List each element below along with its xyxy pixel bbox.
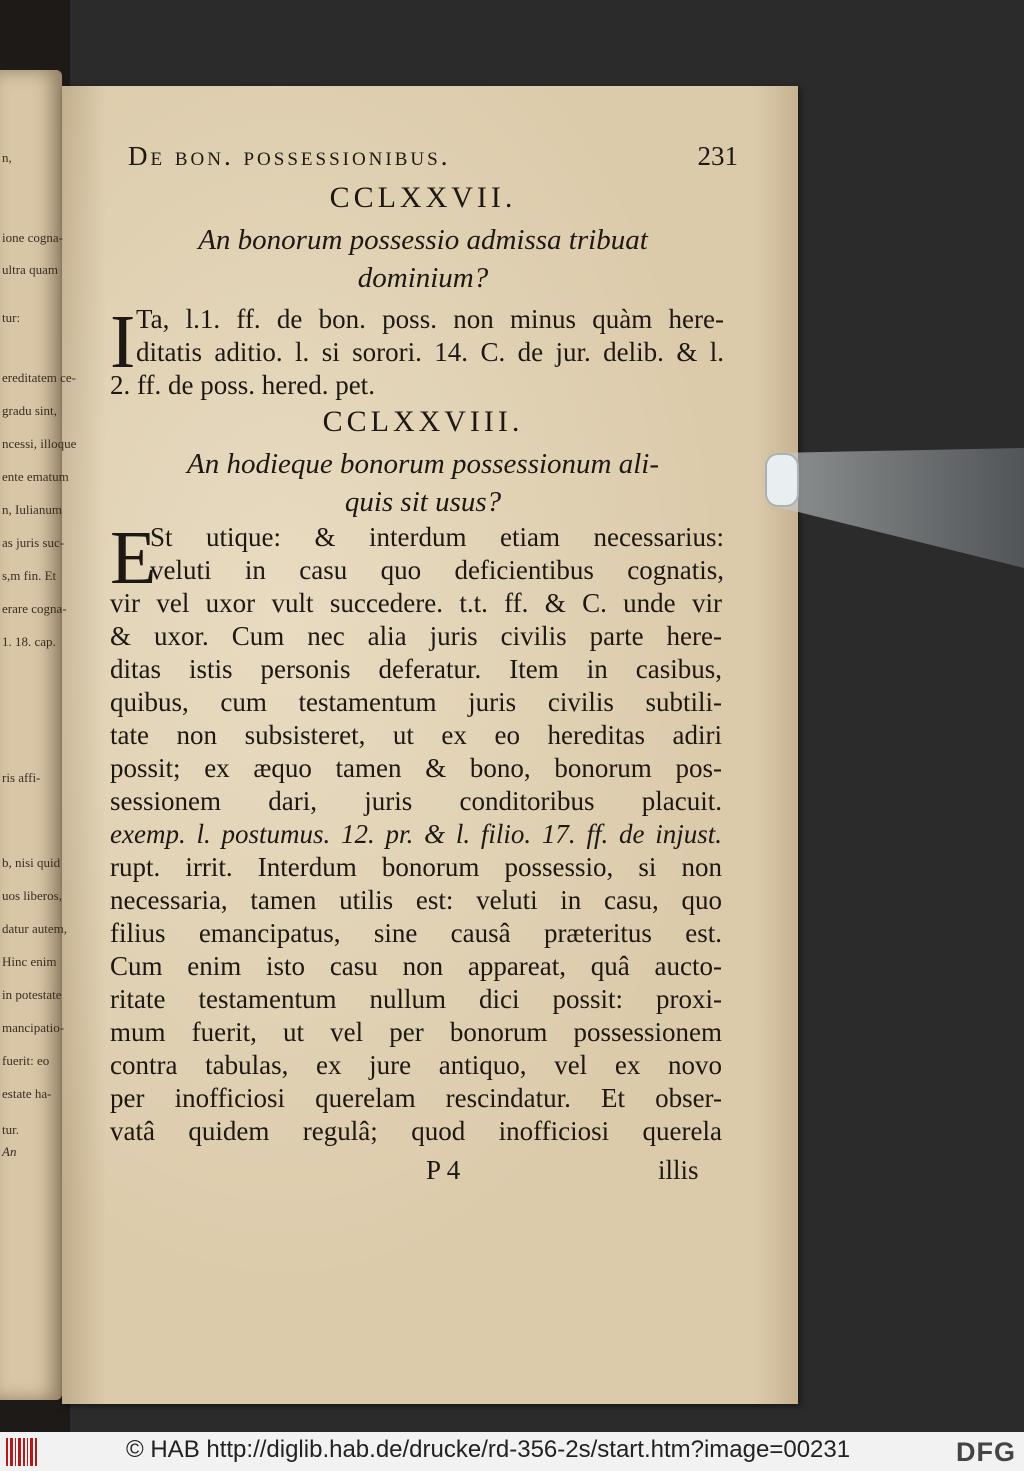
body-line: tate non subsisteret, ut ex eo hereditas adiri [110, 720, 722, 750]
body-line: contra tabulas, ex jure antiquo, vel ex novo [110, 1050, 722, 1080]
body-line: ditas istis personis deferatur. Item in casibus, [110, 654, 722, 684]
dfg-logo: DFG [956, 1437, 1016, 1467]
facing-fragment: tur: [2, 310, 21, 325]
body-line: possit; ex æquo tamen & bono, bonorum pos- [110, 753, 722, 783]
body-line: & uxor. Cum nec alia juris civilis parte here- [110, 621, 722, 651]
facing-fragment: ente ematum [2, 469, 69, 484]
copyright-link[interactable]: © HAB http://diglib.hab.de/drucke/rd-356-2s/start.htm?image=00231 [126, 1436, 851, 1463]
body-line: mum fuerit, ut vel per bonorum possessionem [110, 1017, 722, 1047]
facing-fragment: ris affi- [2, 770, 41, 785]
signature-mark: P 4 [426, 1155, 461, 1185]
body-line: 2. ff. de poss. hered. pet. [110, 370, 375, 400]
facing-fragment: fuerit: eo [2, 1053, 50, 1068]
catchword: illis [658, 1155, 699, 1185]
facing-fragment: Hinc enim [2, 954, 57, 969]
body-line: per inofficiosi querelam rescindatur. Et obser- [110, 1083, 722, 1113]
section-title-line: quis sit usus? [344, 486, 502, 518]
page-clamp [764, 448, 1024, 568]
body-line: quibus, cum testamentum juris civilis subtili- [110, 687, 722, 717]
facing-fragment: ereditatem ce- [2, 370, 76, 385]
body-line: vir vel uxor vult succedere. t.t. ff. & C. unde vir [110, 588, 722, 618]
facing-fragment: n, Iulianum [2, 502, 62, 517]
body-line: Ta, l.1. ff. de bon. poss. non minus quàm here- [136, 304, 724, 334]
running-head-title: De bon. possessionibus. [128, 141, 451, 171]
facing-fragment: estate ha- [2, 1086, 52, 1101]
viewer-footer [0, 1432, 1024, 1471]
facing-fragment: tur. [2, 1122, 19, 1137]
facing-fragment: b, nisi quid [2, 855, 61, 870]
barcode-icon [6, 1438, 40, 1466]
facing-fragment: gradu sint, [2, 403, 57, 418]
facing-fragment: in potestate [2, 987, 62, 1002]
facing-fragment: datur autem, [2, 921, 67, 936]
body-line: rupt. irrit. Interdum bonorum possessio, si non [110, 852, 722, 882]
section-title-line: An bonorum possessio admissa tribuat [198, 224, 648, 256]
facing-fragment: 1. 18. cap. [2, 634, 56, 649]
body-line: St utique: & interdum etiam necessarius: [150, 522, 724, 552]
section-title-line: dominium? [357, 262, 489, 294]
section-number: CCLXXVII. [329, 181, 517, 214]
body-line: vatâ quidem regulâ; quod inofficiosi querela [110, 1116, 722, 1146]
book-page [62, 86, 798, 1404]
body-line: ritate testamentum nullum dici possit: proxi- [110, 984, 722, 1014]
facing-fragment: mancipatio- [2, 1020, 65, 1035]
body-line: veluti in casu quo deficientibus cognatis, [150, 555, 724, 585]
body-line: filius emancipatus, sine causâ præteritus est. [110, 918, 722, 948]
page-number: 231 [697, 141, 738, 171]
body-line: exemp. l. postumus. 12. pr. & l. filio. 17. ff. de injust. [110, 819, 722, 849]
section-number: CCLXXVIII. [322, 405, 524, 438]
section-title-line: An hodieque bonorum possessionum ali- [186, 448, 660, 480]
body-line: necessaria, tamen utilis est: veluti in casu, quo [110, 885, 722, 915]
drop-capital: E [110, 516, 157, 600]
facing-fragment: s,m fin. Et [2, 568, 57, 583]
body-line: sessionem dari, juris conditoribus placuit. [110, 786, 722, 816]
body-line: ditatis aditio. l. si sorori. 14. C. de jur. delib. & l. [136, 337, 724, 367]
facing-fragment: ione cogna- [2, 230, 64, 245]
facing-fragment: as juris suc- [2, 535, 65, 550]
facing-fragment: ultra quam [2, 262, 58, 277]
facing-fragment: ncessi, illoque [2, 436, 77, 451]
body-line: Cum enim isto casu non appareat, quâ aucto- [110, 951, 722, 981]
facing-fragment: uos liberos, [2, 888, 62, 903]
facing-fragment: erare cogna- [2, 601, 67, 616]
drop-capital: I [110, 300, 136, 384]
facing-fragment: n, [2, 150, 12, 165]
running-head [128, 141, 738, 172]
facing-page-text [0, 0, 77, 1432]
facing-fragment: An [2, 1144, 17, 1159]
